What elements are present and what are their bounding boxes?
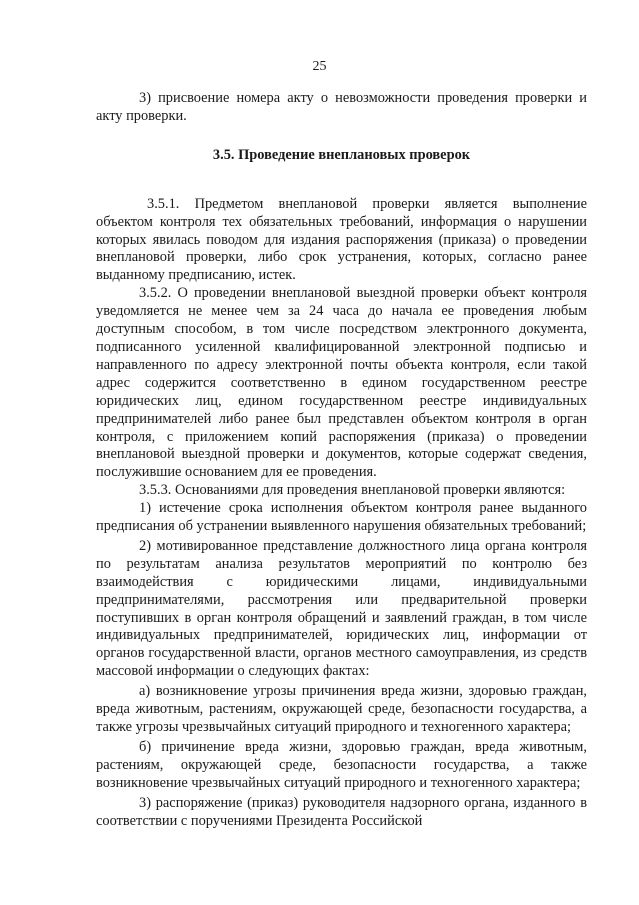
section-heading: 3.5. Проведение внеплановых проверок	[212, 146, 471, 163]
basis-item-2: 2) мотивированное представление должностного лица органа контроля по результатам анализа результатов мероприятий по контролю без взаимодействия с юридическими лицами, индивидуальными предпринимателями, рассмотрения или предварительной проверки поступивших в орган контроля обращений и заявлений граждан, в том числе индивидуальных предпринимателей, юридических лиц, информации от органов государственной власти, органов местного самоуправления, из средств массовой информации о следующих фактах:	[96, 537, 587, 680]
list-item-3-act-numbering: 3) присвоение номера акту о невозможности проведения проверки и акту проверки.	[96, 90, 587, 124]
clause-3-5-3: 3.5.3. Основаниями для проведения внеплановой проверки являются:	[139, 482, 566, 499]
basis-item-1: 1) истечение срока исполнения объектом контроля ранее выданного предписания об устранении выявленного нарушения обязательных требований;	[96, 500, 587, 535]
document-body	[96, 90, 587, 830]
clause-3-5-1: 3.5.1. Предметом внеплановой проверки является выполнение объектом контроля тех обязательных требований, информация о нарушении которых явилась поводом для издания распоряжения (приказа) о проведении внеплановой проверки, либо срок устранения, которых, согласно ранее выданному предписанию, истек.	[96, 195, 587, 284]
page-number: 25	[312, 59, 327, 74]
basis-subitem-a: а) возникновение угрозы причинения вреда жизни, здоровью граждан, вреда животным, растениям, окружающей среде, безопасности государства, а также угрозы чрезвычайных ситуаций природного и техногенного характера;	[96, 683, 587, 735]
basis-subitem-b: б) причинение вреда жизни, здоровью граждан, вреда животным, растениям, окружающей среде, безопасности государства, а также возникновение чрезвычайных ситуаций природного и техногенного характера;	[96, 738, 587, 791]
basis-item-3: 3) распоряжение (приказ) руководителя надзорного органа, изданного в соответствии с поручениями Президента Российской	[96, 794, 587, 829]
clause-3-5-2: 3.5.2. О проведении внеплановой выездной проверки объект контроля уведомляется не менее чем за 24 часа до начала ее проведения любым доступным способом, в том числе посредством электронного документа, подписанного усиленной квалифицированной электронной подписью и направленного по адресу электронной почты объекта контроля, если такой адрес содержится соответственно в едином государственном реестре юридических лиц, едином государственном реестре индивидуальных предпринимателей либо ранее был представлен объектом контроля в орган контроля, с приложением копий распоряжения (приказа) о проведении внеплановой выездной проверки и документов, которые содержат сведения, послужившие основанием для ее проведения.	[96, 285, 587, 481]
